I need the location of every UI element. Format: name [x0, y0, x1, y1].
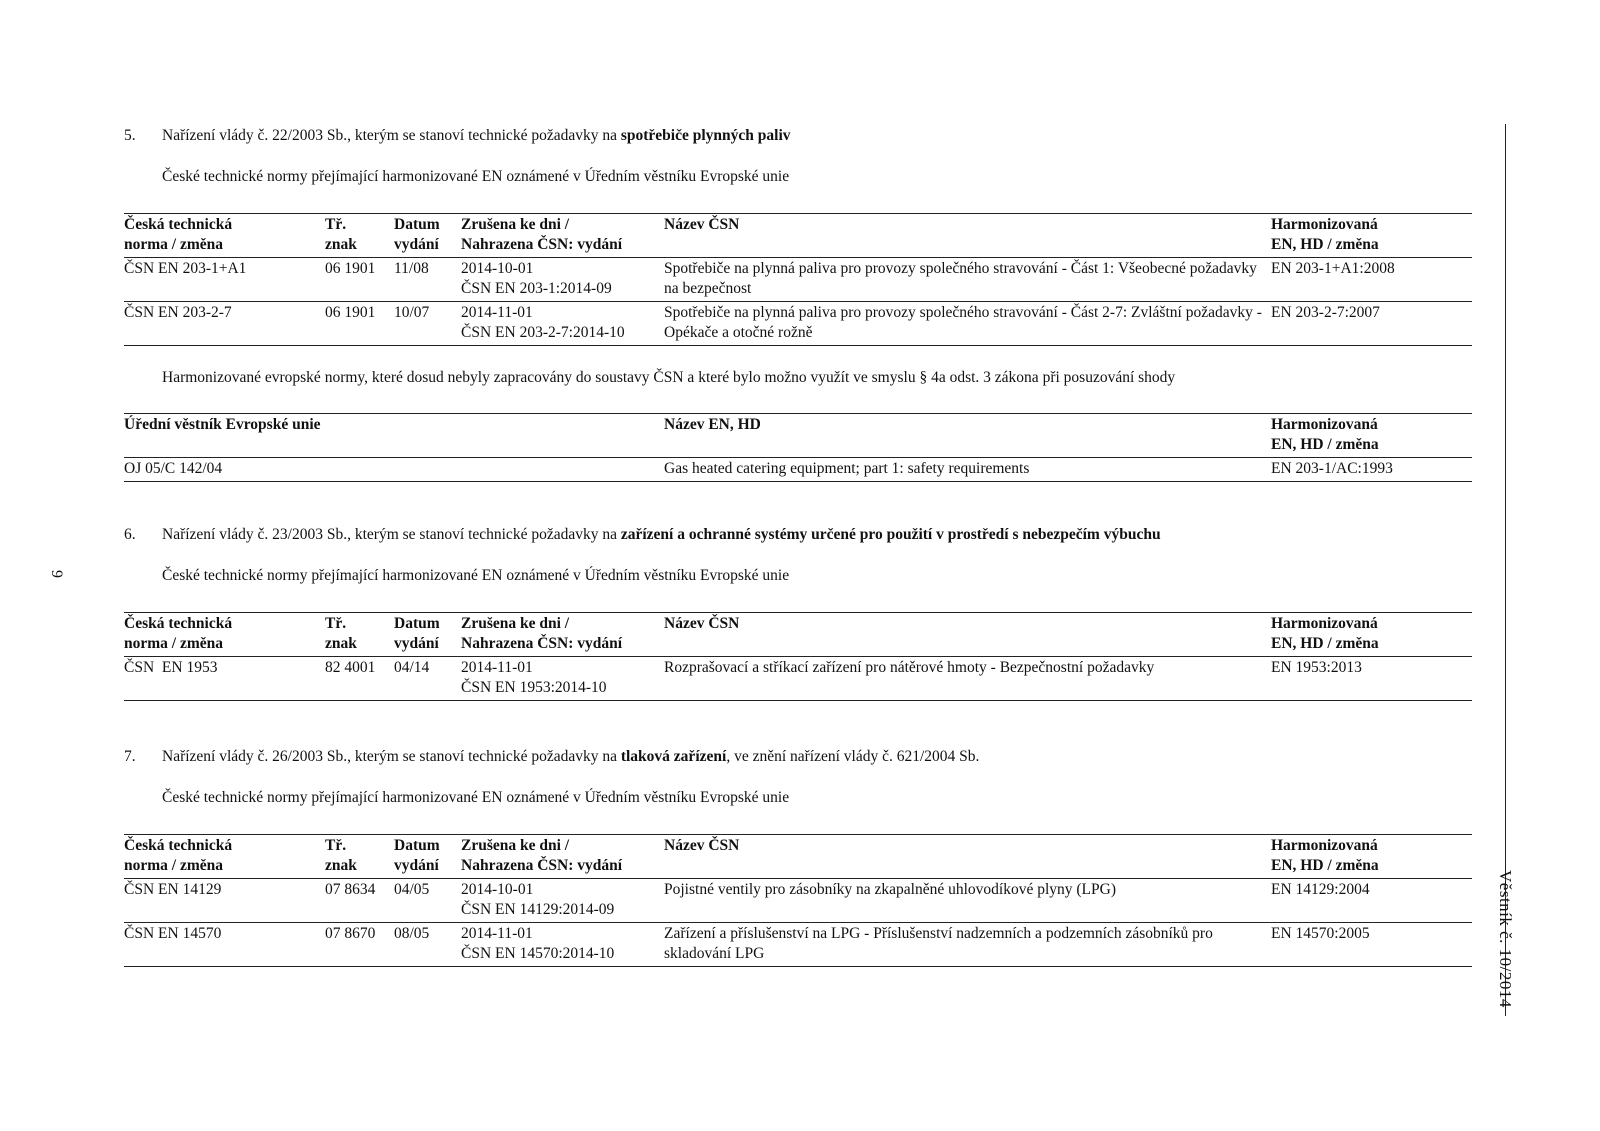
col-header-nazev: Název ČSN — [664, 214, 1271, 258]
cell-harm: EN 203-1+A1:2008 — [1271, 260, 1395, 277]
cell-nazev-en: Gas heated catering equipment; part 1: safety requirements — [664, 460, 1030, 477]
col-header-harm: Harmonizovaná EN, HD / změna — [1271, 214, 1472, 258]
col-header-datum: Datum vydání — [394, 835, 461, 879]
table-row — [124, 258, 1472, 302]
cell-tr: 06 1901 — [325, 260, 376, 277]
cell-csn: ČSN EN 1953 — [124, 659, 218, 676]
section-5-subtitle: České technické normy přejímající harmonizované EN oznámené v Úředním věstníku Evropské unie — [162, 168, 790, 185]
table-row — [124, 879, 1472, 923]
cell-nazev: Spotřebiče na plynná paliva pro provozy společného stravování - Část 1: Všeobecné požadavky na bezpečnost — [664, 260, 1257, 297]
section-title-text: Nařízení vlády č. 23/2003 Sb., kterým se stanoví technické požadavky na — [162, 526, 621, 543]
cell-csn: ČSN EN 14129 — [124, 881, 222, 898]
col-header-harm: Harmonizovaná EN, HD / změna — [1271, 414, 1472, 458]
col-header-tr: Tř. znak — [325, 214, 394, 258]
cell-zrusena: 2014-10-01 ČSN EN 203-1:2014-09 — [461, 260, 612, 297]
cell-csn: ČSN EN 14570 — [124, 923, 325, 967]
section-title-bold: zařízení a ochranné systémy určené pro použití v prostředí s nebezpečím výbuchu — [620, 526, 1161, 543]
cell-datum: 08/05 — [394, 923, 461, 967]
section-7-subtitle: České technické normy přejímající harmonizované EN oznámené v Úředním věstníku Evropské unie — [162, 789, 790, 806]
table-row — [124, 458, 1472, 482]
table-row — [124, 923, 1472, 967]
section-title-suffix: , ve znění nařízení vlády č. 621/2004 Sb. — [726, 748, 980, 765]
cell-tr: 07 8634 — [325, 881, 376, 898]
section-5-csn-table — [124, 213, 1472, 346]
col-header-csn: Česká technická norma / změna — [124, 835, 325, 879]
cell-datum: 11/08 — [394, 260, 429, 277]
col-header-csn: Česká technická norma / změna — [124, 613, 325, 657]
col-header-harm: Harmonizovaná EN, HD / změna — [1271, 835, 1472, 879]
cell-csn: ČSN EN 203-2-7 — [124, 302, 325, 346]
table-header-row — [124, 214, 1472, 258]
journal-issue: Věstník č. 10/2014 — [1496, 870, 1515, 1008]
section-5-en-table — [124, 413, 1472, 482]
cell-datum: 04/05 — [394, 881, 430, 898]
col-header-tr: Tř. znak — [325, 613, 394, 657]
cell-harm: EN 14570:2005 — [1271, 923, 1472, 967]
section-6-csn-table — [124, 612, 1472, 701]
cell-datum: 10/07 — [394, 302, 461, 346]
col-header-datum: Datum vydání — [394, 214, 461, 258]
cell-oj: OJ 05/C 142/04 — [124, 460, 223, 477]
cell-zrusena: 2014-11-01 ČSN EN 14570:2014-10 — [461, 923, 664, 967]
cell-nazev: Rozprašovací a stříkací zařízení pro nátěrové hmoty - Bezpečnostní požadavky — [664, 659, 1155, 676]
section-6-subtitle: České technické normy přejímající harmonizované EN oznámené v Úředním věstníku Evropské unie — [162, 567, 790, 584]
cell-tr: 82 4001 — [325, 659, 376, 676]
cell-tr: 06 1901 — [325, 302, 394, 346]
section-number: 6. — [124, 526, 136, 543]
cell-harm: EN 203-2-7:2007 — [1271, 302, 1472, 346]
section-title-bold: spotřebiče plynných paliv — [620, 127, 791, 144]
section-5-title — [124, 127, 791, 145]
page-number: 9 — [48, 570, 65, 578]
col-header-oj: Úřední věstník Evropské unie — [124, 414, 664, 458]
table-row — [124, 302, 1472, 346]
cell-nazev: Spotřebiče na plynná paliva pro provozy společného stravování - Část 2-7: Zvláštní požadavky - Opékače a otočné rožně — [664, 302, 1271, 346]
col-header-nazev: Název ČSN — [664, 613, 1271, 657]
cell-harm: EN 14129:2004 — [1271, 881, 1370, 898]
cell-harm: EN 1953:2013 — [1271, 659, 1362, 676]
section-title-text: Nařízení vlády č. 22/2003 Sb., kterým se stanoví technické požadavky na — [162, 127, 621, 144]
col-header-harm: Harmonizovaná EN, HD / změna — [1271, 613, 1472, 657]
col-header-tr: Tř. znak — [325, 835, 394, 879]
section-7-csn-table — [124, 834, 1472, 967]
section-6-title — [124, 526, 1161, 544]
cell-tr: 07 8670 — [325, 923, 394, 967]
cell-zrusena: 2014-10-01 ČSN EN 14129:2014-09 — [461, 881, 615, 918]
cell-zrusena: 2014-11-01 ČSN EN 1953:2014-10 — [461, 659, 607, 696]
cell-zrusena: 2014-11-01 ČSN EN 203-2-7:2014-10 — [461, 302, 664, 346]
cell-harm: EN 203-1/AC:1993 — [1271, 460, 1393, 477]
section-7-title — [124, 748, 979, 766]
section-5-other-subtitle: Harmonizované evropské normy, které dosud nebyly zapracovány do soustavy ČSN a které bylo možno využít ve smyslu § 4a odst. 3 zákona při posuzování shody — [162, 369, 1176, 386]
cell-csn: ČSN EN 203-1+A1 — [124, 260, 247, 277]
table-header-row — [124, 835, 1472, 879]
table-header-row — [124, 414, 1472, 458]
table-header-row — [124, 613, 1472, 657]
col-header-csn: Česká technická norma / změna — [124, 214, 325, 258]
col-header-nazev-en: Název EN, HD — [664, 414, 1271, 458]
col-header-nazev: Název ČSN — [664, 835, 1271, 879]
cell-datum: 04/14 — [394, 659, 430, 676]
section-title-bold: tlaková zařízení — [620, 748, 727, 765]
cell-nazev: Zařízení a příslušenství na LPG - Příslušenství nadzemních a podzemních zásobníků pro skladování LPG — [664, 923, 1271, 967]
col-header-zrusena: Zrušena ke dni / Nahrazena ČSN: vydání — [461, 835, 664, 879]
section-number: 7. — [124, 748, 136, 765]
table-row — [124, 657, 1472, 701]
section-title-text: Nařízení vlády č. 26/2003 Sb., kterým se stanoví technické požadavky na — [162, 748, 621, 765]
section-number: 5. — [124, 127, 136, 144]
cell-nazev: Pojistné ventily pro zásobníky na zkapalněné uhlovodíkové plyny (LPG) — [664, 881, 1116, 898]
col-header-datum: Datum vydání — [394, 613, 461, 657]
col-header-zrusena: Zrušena ke dni / Nahrazena ČSN: vydání — [461, 214, 664, 258]
col-header-zrusena: Zrušena ke dni / Nahrazena ČSN: vydání — [461, 613, 664, 657]
